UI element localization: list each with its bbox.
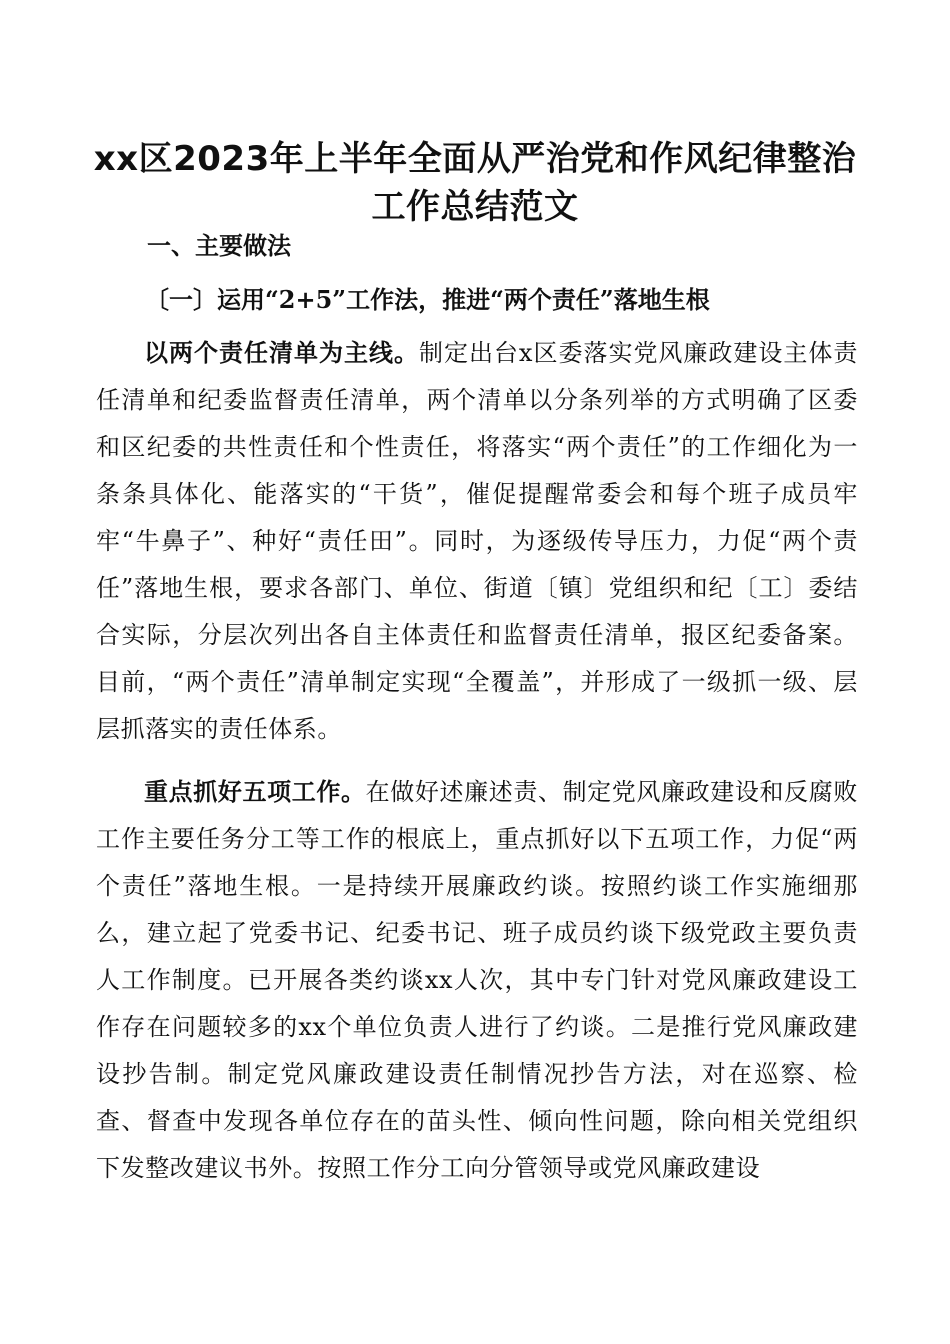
paragraph-2 [96, 768, 858, 1192]
paragraph-1-lead: 以两个责任清单为主线。 [144, 338, 419, 367]
section-heading: 一、主要做法 [147, 232, 291, 260]
document-title [60, 135, 890, 231]
subsection-heading: 〔一〕运用“2+5”工作法，推进“两个责任”落地生根 [145, 285, 710, 314]
paragraph-1 [96, 329, 858, 753]
paragraph-2-lead: 重点抓好五项工作。 [144, 777, 366, 806]
paragraph-1-body: 制定出台x区委落实党风廉政建设主体责任清单和纪委监督责任清单，两个清单以分条列举的方式明确了区委和区纪委的共性责任和个性责任，将落实“两个责任”的工作细化为一条条具体化、能落实的“干货”，催促提醒常委会和每个班子成员牢牢“牛鼻子”、种好“责任田”。同时，为逐级传导压力，力促“两个责任”落地生根，要求各部门、单位、街道〔镇〕党组织和纪〔工〕委结合实际，分层次列出各自主体责任和监督责任清单，报区纪委备案。目前，“两个责任”清单制定实现“全覆盖”，并形成了一级抓一级、层层抓落实的责任体系。 [96, 339, 858, 743]
title-line-1: xx区2023年上半年全面从严治党和作风纪律整治 [93, 138, 857, 179]
paragraph-2-body: 在做好述廉述责、制定党风廉政建设和反腐败工作主要任务分工等工作的根底上，重点抓好以下五项工作，力促“两个责任”落地生根。一是持续开展廉政约谈。按照约谈工作实施细那么，建立起了党委书记、纪委书记、班子成员约谈下级党政主要负责人工作制度。已开展各类约谈xx人次，其中专门针对党风廉政建设工作存在问题较多的xx个单位负责人进行了约谈。二是推行党风廉政建设抄告制。制定党风廉政建设责任制情况抄告方法，对在巡察、检查、督查中发现各单位存在的苗头性、倾向性问题，除向相关党组织下发整改建议书外。按照工作分工向分管领导或党风廉政建设 [96, 778, 858, 1182]
title-line-2: 工作总结范文 [371, 186, 579, 227]
